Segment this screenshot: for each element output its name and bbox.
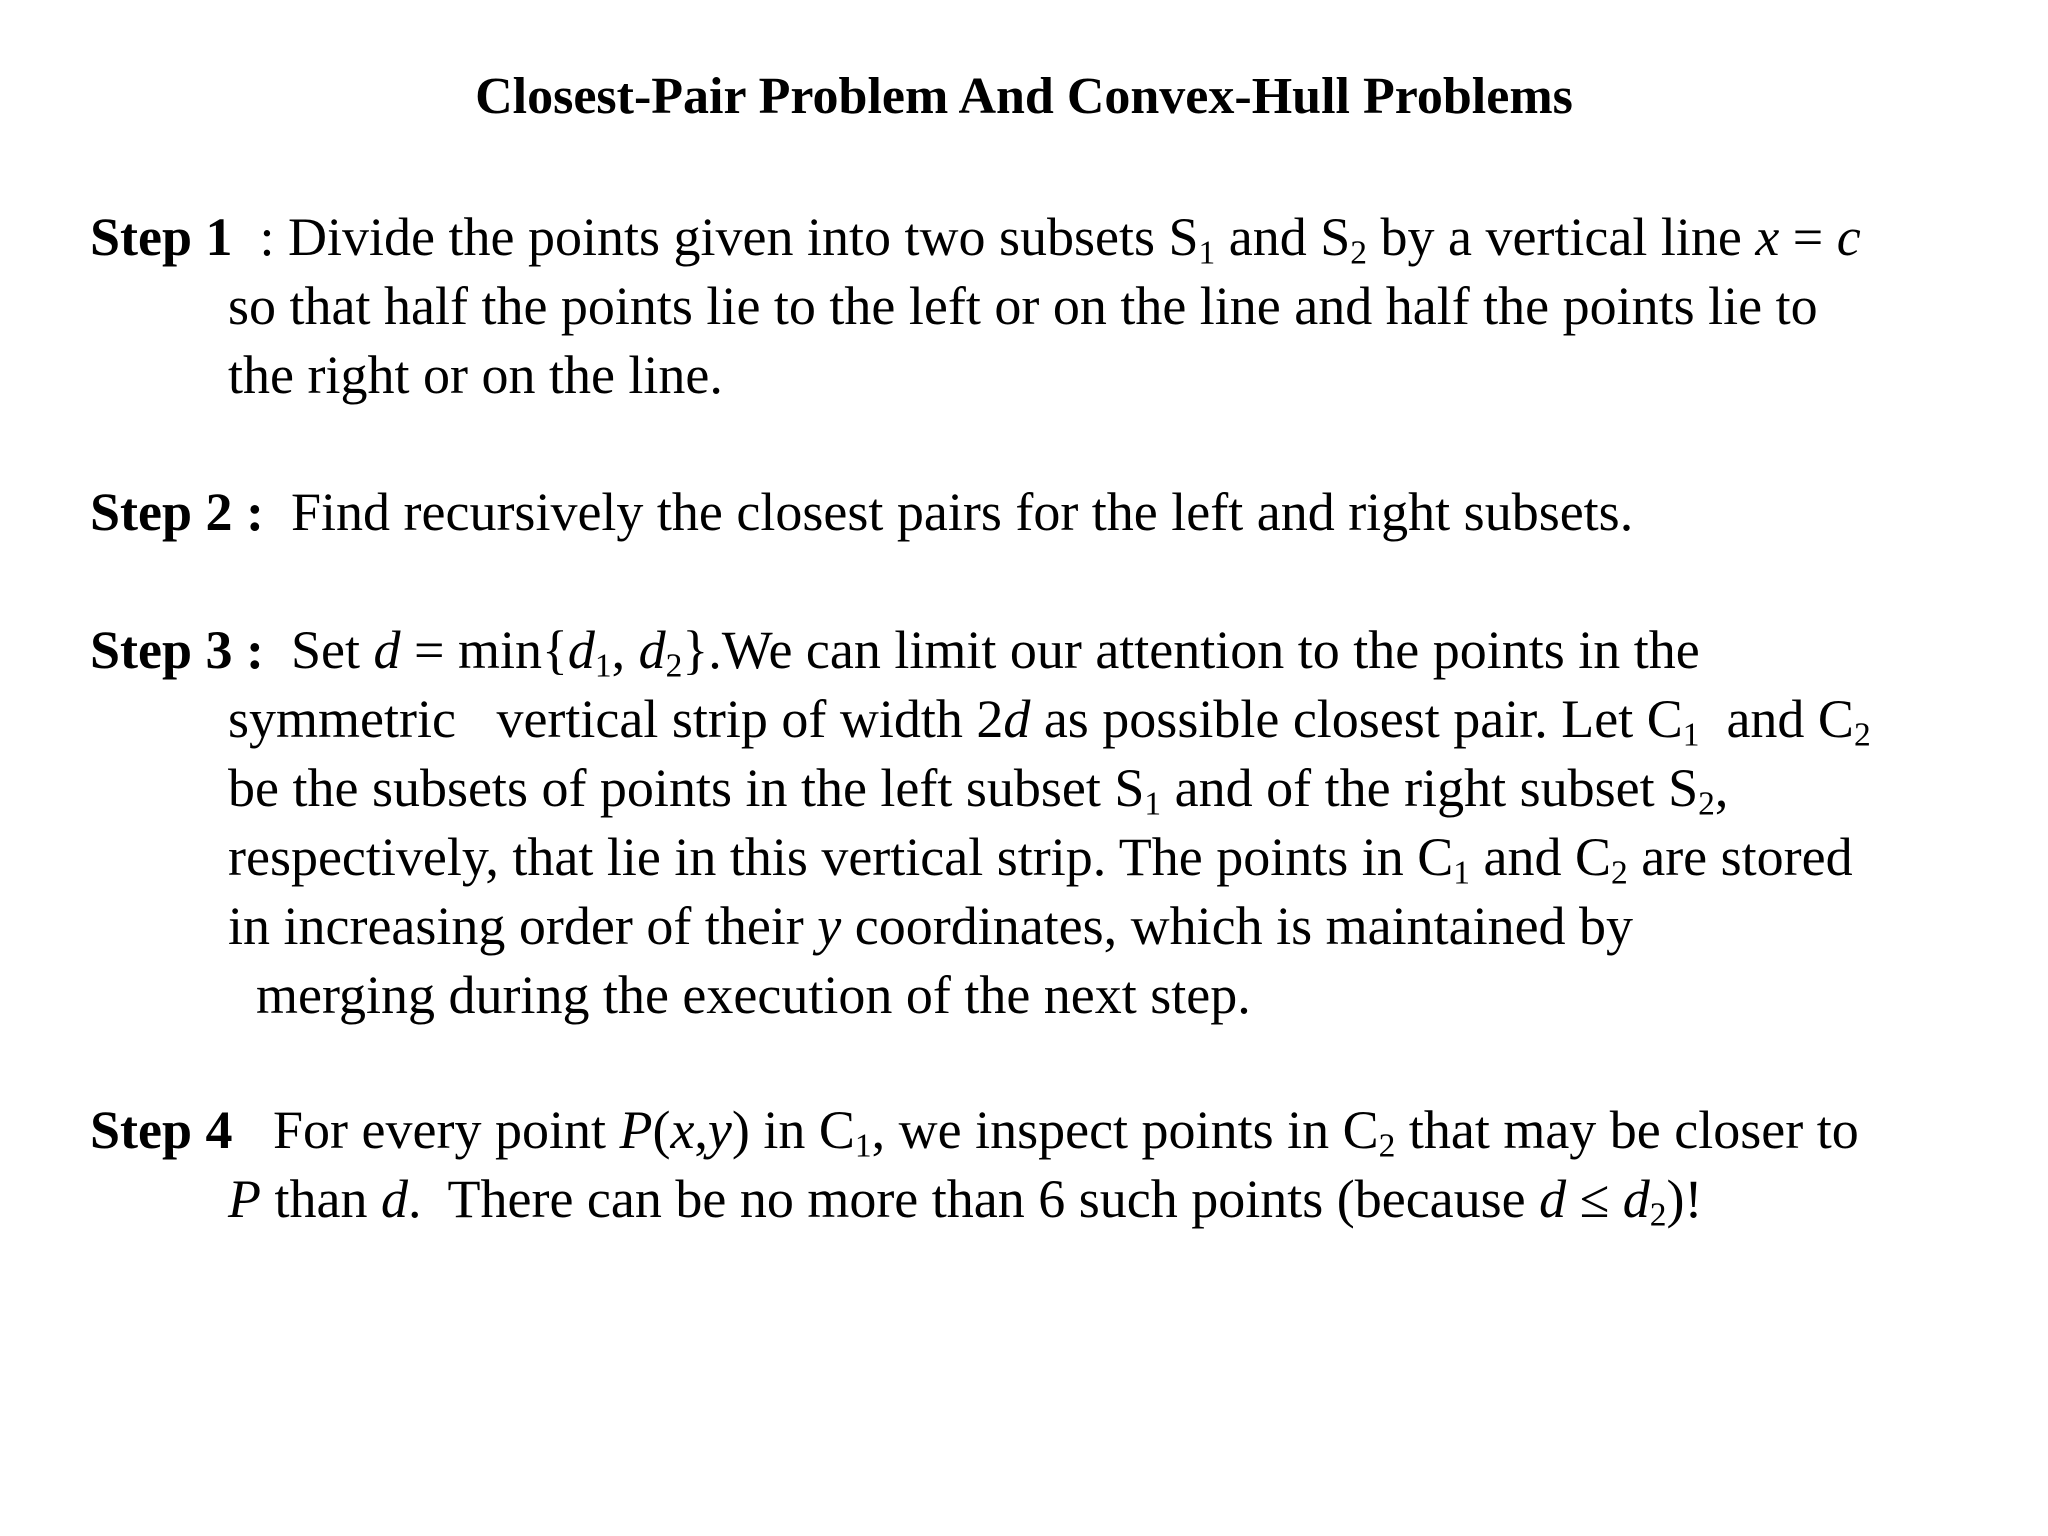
step-1-line-2: so that half the points lie to the left or on the line and half the points lie to — [228, 276, 1818, 336]
step-4-label: Step 4 — [90, 1100, 233, 1160]
step-1-label: Step 1 — [90, 207, 233, 267]
step-1-line-3: the right or on the line. — [228, 345, 723, 405]
step-3-line-1: Step 3 : Set $d = \min\{d_1$, $d_2\}.We$ can limit our attention to the points in the — [90, 620, 1700, 685]
step-2 — [90, 478, 1990, 547]
page-title: Closest-Pair Problem And Convex-Hull Problems — [475, 68, 1573, 125]
step-3-line-2: symmetric vertical strip of width 2d as possible closest pair. Let $C_1$ and $C_2$ — [228, 689, 1871, 754]
step-1 — [90, 203, 1990, 410]
step-3 — [90, 616, 1990, 1030]
step-3-line-5: in increasing order of their y coordinates, which is maintained by — [228, 896, 1634, 956]
step-3-line-6: merging during the execution of the next step. — [256, 965, 1251, 1025]
step-1-line-1: Step 1 : Divide the points given into two subsets $S_1$ and $S_2$ by a vertical line x = c — [90, 207, 1861, 272]
step-2-text: Find recursively the closest pairs for the left and right subsets. — [291, 482, 1634, 542]
step-3-line-3: be the subsets of points in the left subset $S_1$ and of the right subset $S_2$, — [228, 758, 1729, 823]
step-4 — [90, 1096, 1990, 1234]
step-4-line-1: Step 4 For every point P(x,y) in $C_1$, we inspect points in $C_2$ that may be closer to — [90, 1100, 1859, 1165]
step-3-label: Step 3 : — [90, 620, 264, 680]
step-2-line-1 — [90, 478, 1990, 547]
step-4-line-2: P than d. There can be no more than 6 such points (because $d \le d_2$)! — [228, 1169, 1703, 1234]
step-2-label: Step 2 : — [90, 482, 264, 542]
step-3-line-4: respectively, that lie in this vertical strip. The points in $C_1$ and $C_2$ are stored — [228, 827, 1853, 892]
